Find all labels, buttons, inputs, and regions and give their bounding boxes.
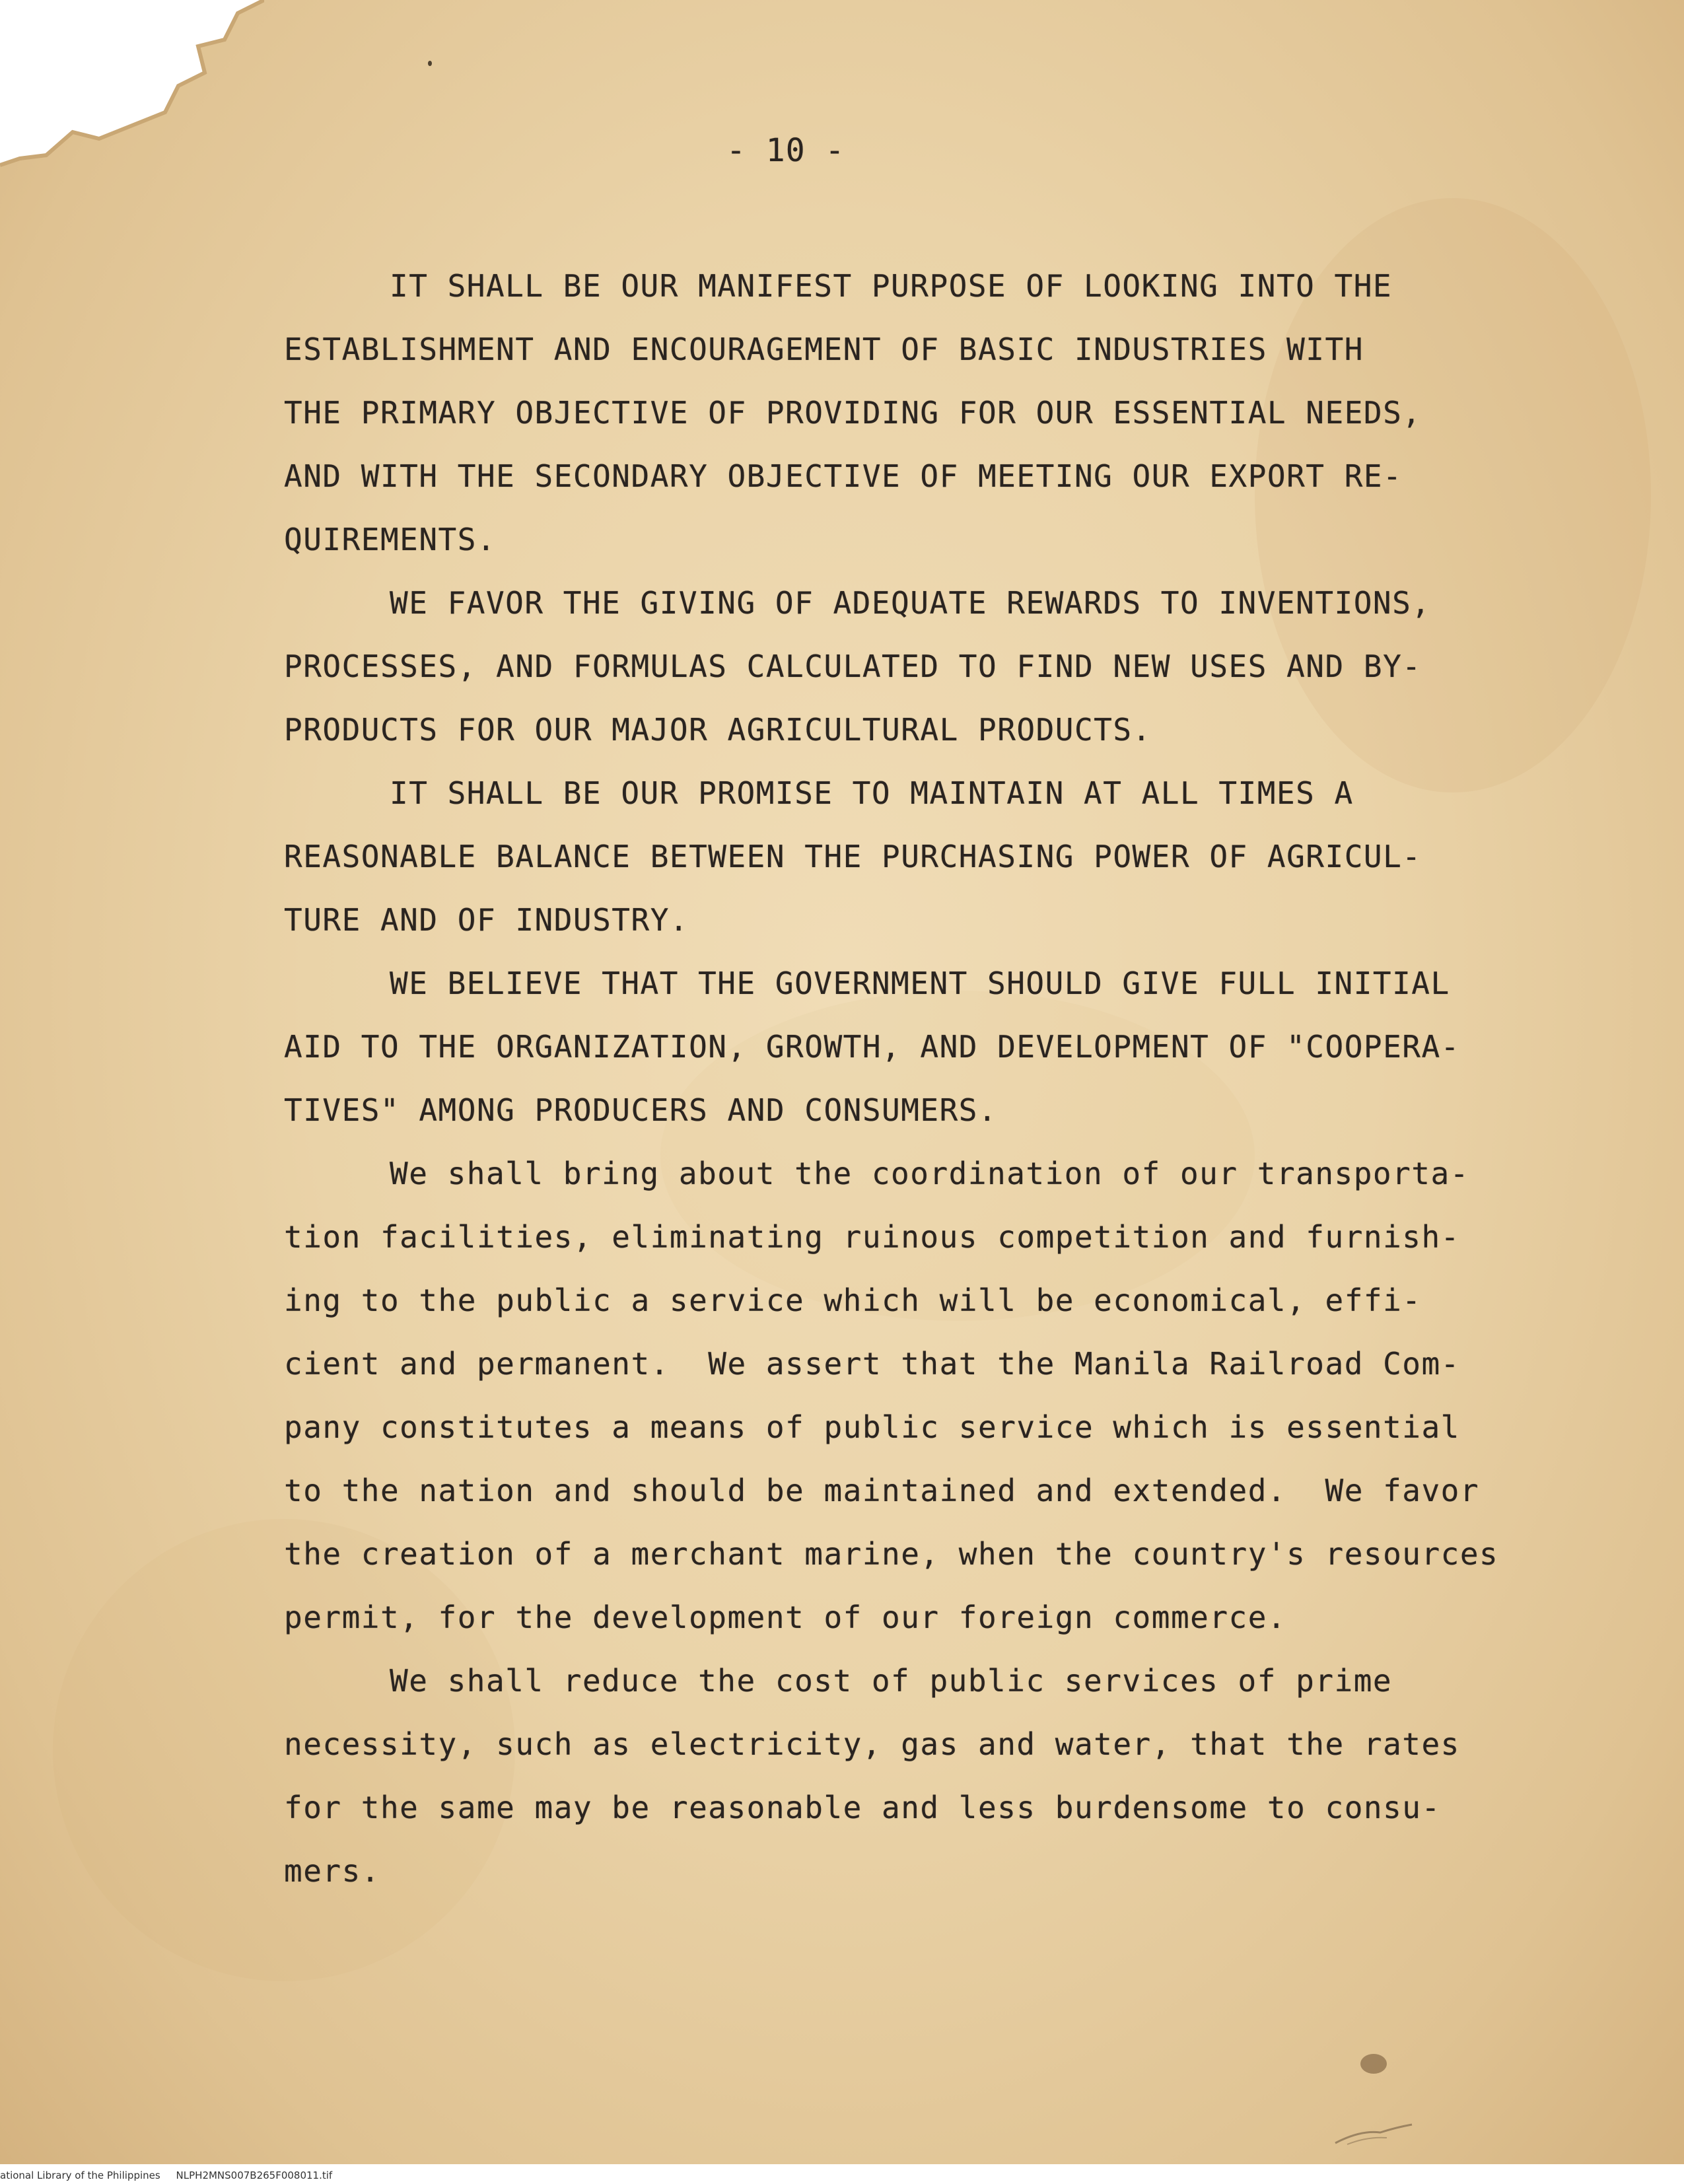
text-line: IT SHALL BE OUR MANIFEST PURPOSE OF LOOKING INTO THE xyxy=(390,268,1393,304)
text-line: tion facilities, eliminating ruinous competition and furnish- xyxy=(284,1219,1460,1255)
text-line: TURE AND OF INDUSTRY. xyxy=(284,902,689,938)
text-line: PROCESSES, AND FORMULAS CALCULATED TO FIND NEW USES AND BY- xyxy=(284,649,1422,684)
ink-blot xyxy=(1360,2054,1387,2074)
ink-dot xyxy=(428,61,432,66)
paragraph xyxy=(284,952,1578,1142)
text-line: cient and permanent. We assert that the Manila Railroad Com- xyxy=(284,1346,1460,1382)
text-line: We shall reduce the cost of public services of prime xyxy=(390,1663,1393,1699)
text-line: ESTABLISHMENT AND ENCOURAGEMENT OF BASIC INDUSTRIES WITH xyxy=(284,332,1364,367)
text-line: necessity, such as electricity, gas and water, that the rates xyxy=(284,1726,1460,1762)
text-line: TIVES" AMONG PRODUCERS AND CONSUMERS. xyxy=(284,1092,998,1128)
text-line: IT SHALL BE OUR PROMISE TO MAINTAIN AT ALL TIMES A xyxy=(390,775,1354,811)
text-line: REASONABLE BALANCE BETWEEN THE PURCHASING POWER OF AGRICUL- xyxy=(284,839,1422,874)
text-line: QUIREMENTS. xyxy=(284,522,497,557)
body-text xyxy=(284,254,1578,1903)
scan-footer-label: ational Library of the Philippines NLPH2MNS007B265F008011.tif xyxy=(0,2169,333,2181)
pencil-smudge-icon xyxy=(1334,2123,1413,2147)
paragraph xyxy=(284,761,1578,952)
text-line: the creation of a merchant marine, when the country's resources xyxy=(284,1536,1499,1572)
text-line: for the same may be reasonable and less burdensome to consu- xyxy=(284,1790,1441,1825)
text-line: WE BELIEVE THAT THE GOVERNMENT SHOULD GIVE FULL INITIAL xyxy=(390,966,1450,1001)
text-line: pany constitutes a means of public service which is essential xyxy=(284,1409,1460,1445)
text-line: ing to the public a service which will be economical, effi- xyxy=(284,1283,1422,1318)
text-line: to the nation and should be maintained and extended. We favor xyxy=(284,1473,1480,1508)
paragraph xyxy=(284,1142,1578,1649)
text-line: We shall bring about the coordination of our transporta- xyxy=(390,1156,1469,1191)
scan-footer-strip xyxy=(0,2164,1684,2184)
text-line: PRODUCTS FOR OUR MAJOR AGRICULTURAL PRODUCTS. xyxy=(284,712,1152,748)
text-line: THE PRIMARY OBJECTIVE OF PROVIDING FOR OUR ESSENTIAL NEEDS, xyxy=(284,395,1422,431)
paragraph xyxy=(284,1649,1578,1903)
text-line: AID TO THE ORGANIZATION, GROWTH, AND DEVELOPMENT OF "COOPERA- xyxy=(284,1029,1460,1065)
text-line: permit, for the development of our foreign commerce. xyxy=(284,1600,1287,1635)
text-line: WE FAVOR THE GIVING OF ADEQUATE REWARDS TO INVENTIONS, xyxy=(390,585,1431,621)
paragraph xyxy=(284,254,1578,571)
text-line: AND WITH THE SECONDARY OBJECTIVE OF MEETING OUR EXPORT RE- xyxy=(284,458,1403,494)
page-number: - 10 - xyxy=(726,132,845,169)
paragraph xyxy=(284,571,1578,761)
torn-corner-icon xyxy=(0,0,264,172)
text-line: mers. xyxy=(284,1853,380,1889)
